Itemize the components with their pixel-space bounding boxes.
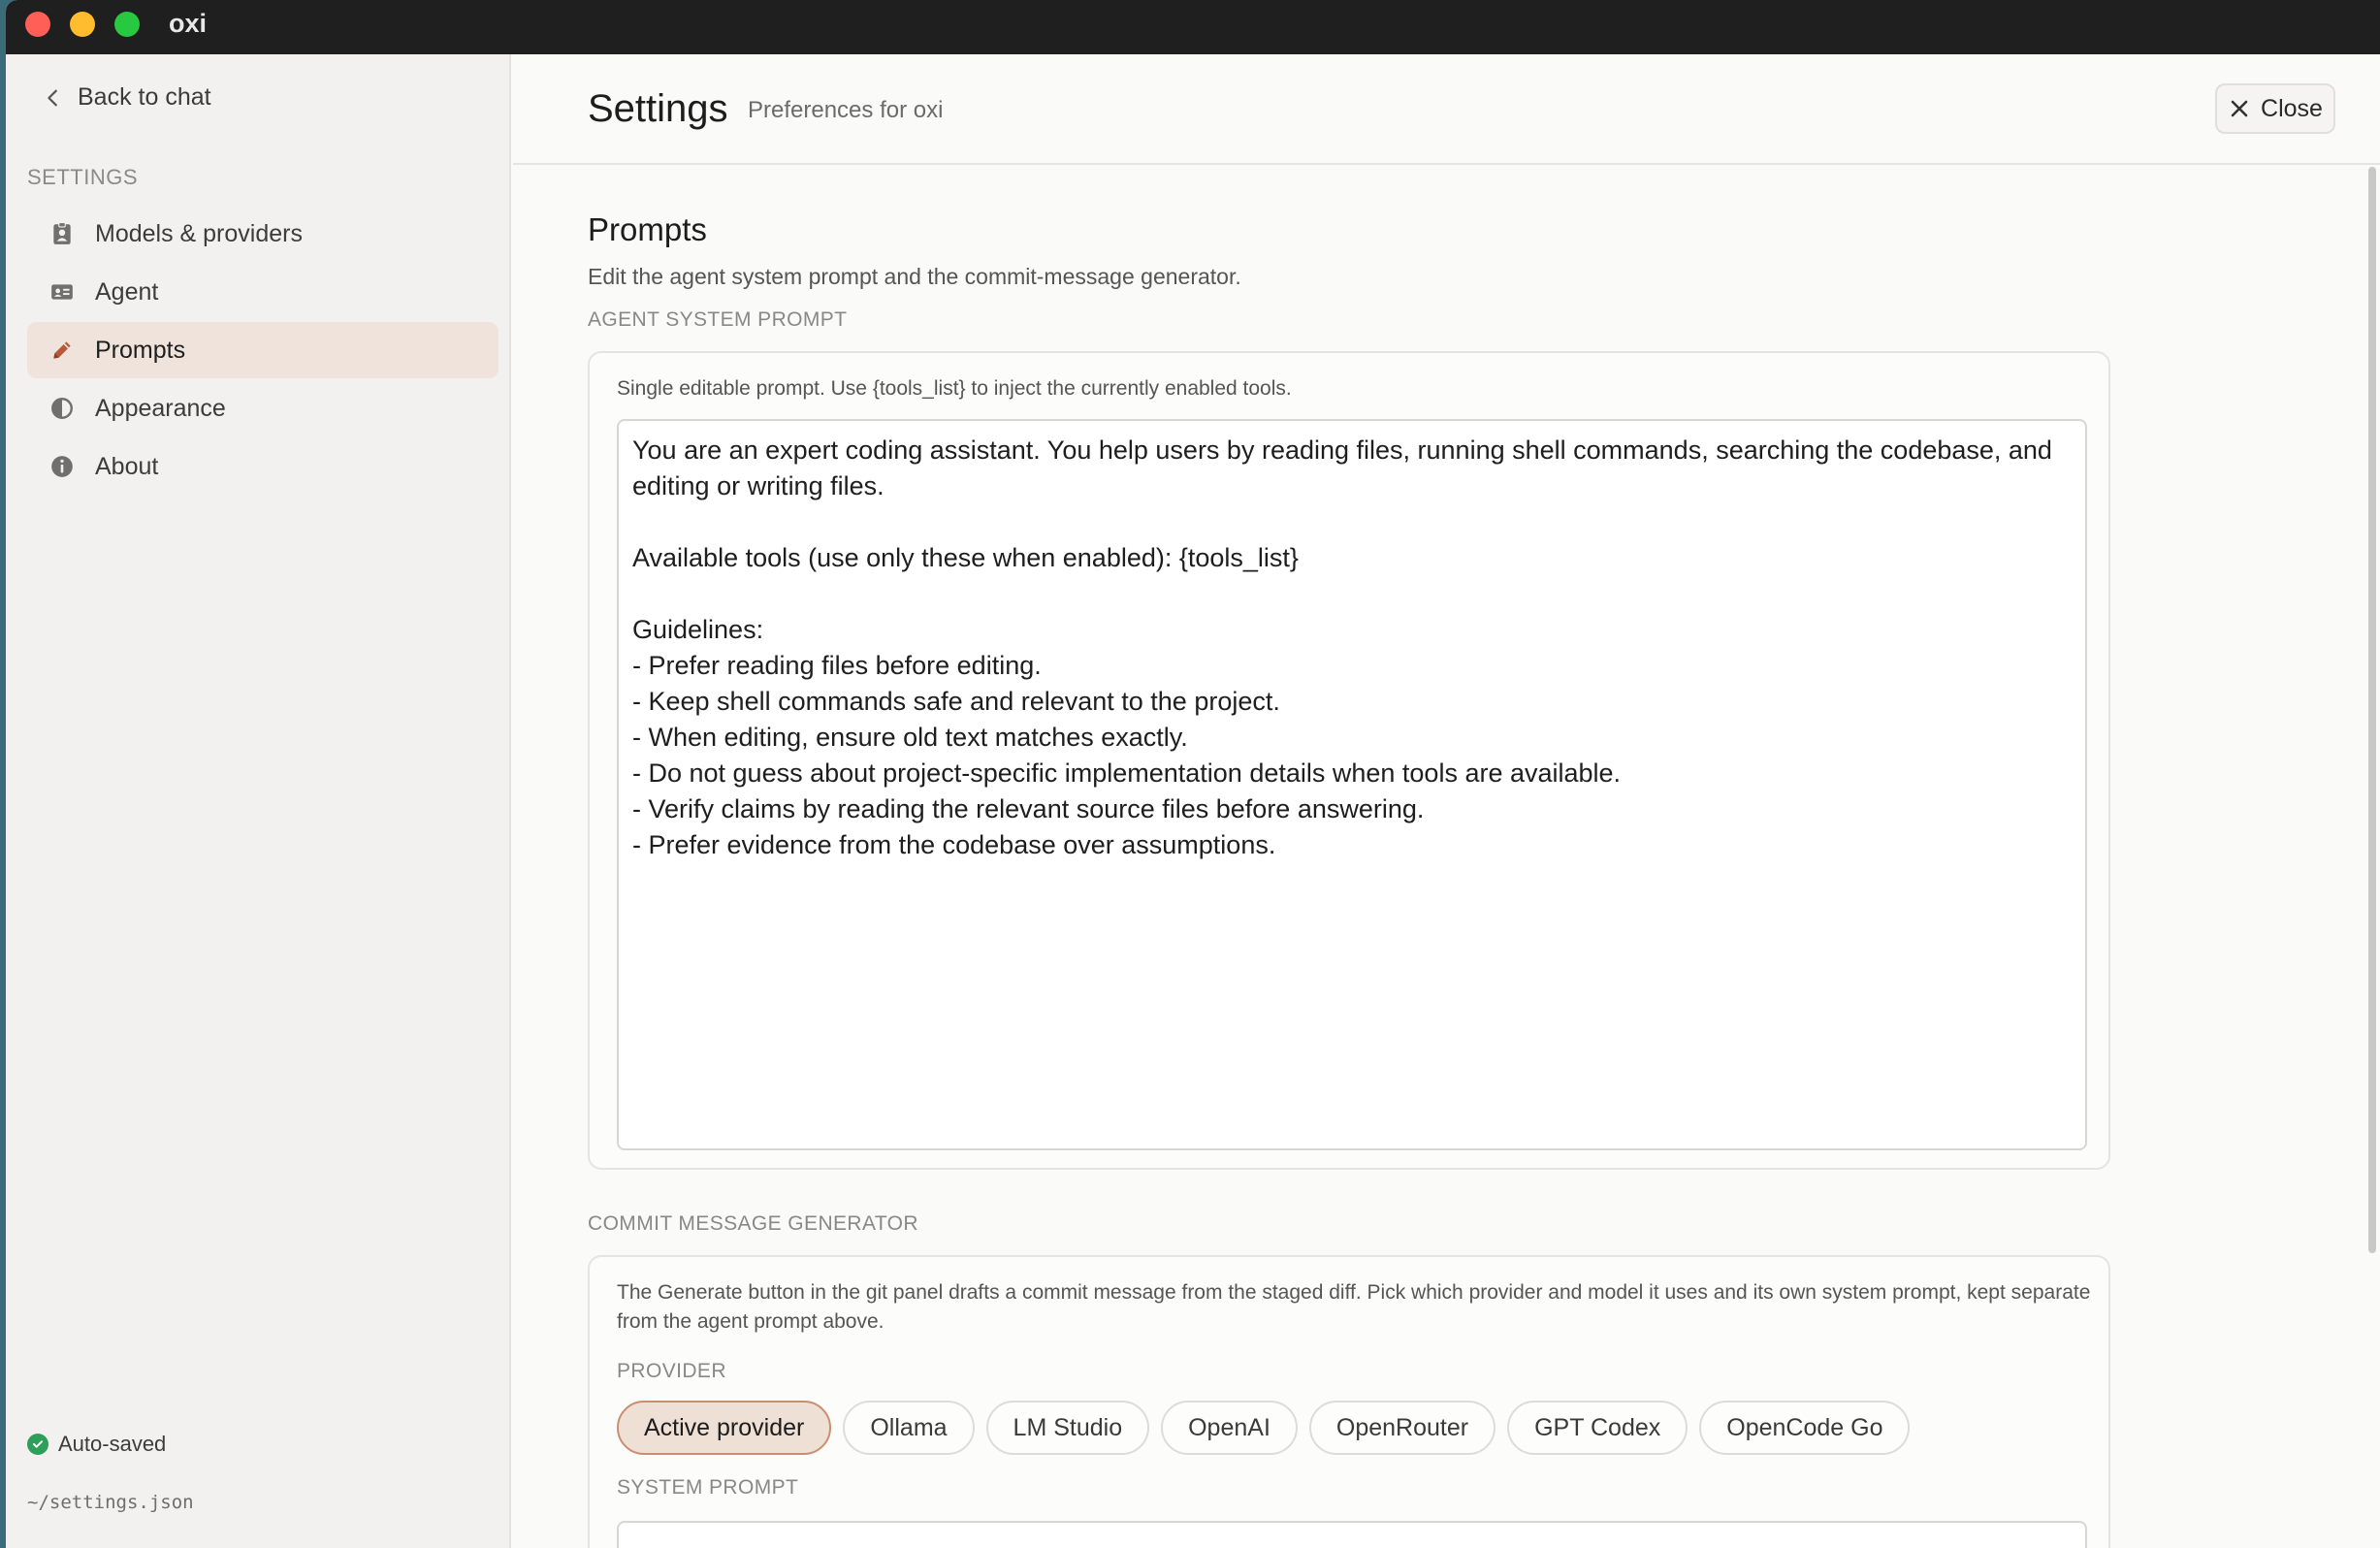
id-card-icon <box>48 278 76 306</box>
commit-generator-card <box>588 1255 2110 1548</box>
check-circle-icon <box>27 1434 48 1455</box>
commit-generator-caption: COMMIT MESSAGE GENERATOR <box>588 1212 918 1235</box>
sidebar-item-label: Models & providers <box>95 219 303 247</box>
back-to-chat-label: Back to chat <box>78 83 211 111</box>
sidebar-item-label: Agent <box>95 277 159 306</box>
minimize-window-button[interactable] <box>70 12 95 37</box>
close-label: Close <box>2261 94 2323 122</box>
section-description: Edit the agent system prompt and the commit-message generator. <box>588 264 1241 289</box>
scrollbar[interactable] <box>2368 167 2376 1253</box>
app-window <box>6 0 2380 1548</box>
sidebar-item-models-providers[interactable] <box>27 206 499 262</box>
settings-file-path: ~/settings.json <box>27 1492 194 1513</box>
main-header <box>513 54 2380 165</box>
back-to-chat-button[interactable] <box>43 83 211 112</box>
window-title: oxi <box>169 9 208 38</box>
chevron-left-icon <box>43 87 64 109</box>
autosave-label: Auto-saved <box>58 1432 167 1456</box>
sidebar-item-label: Prompts <box>95 336 186 364</box>
sidebar-item-label: Appearance <box>95 394 226 422</box>
sidebar <box>6 54 511 1548</box>
close-icon <box>2228 97 2251 120</box>
sidebar-item-label: About <box>95 452 159 480</box>
provider-selector <box>617 1401 1910 1455</box>
contrast-icon <box>48 395 76 422</box>
provider-chip-gpt-codex[interactable]: GPT Codex <box>1507 1401 1688 1455</box>
title-bar <box>6 0 2380 54</box>
page-subtitle: Preferences for oxi <box>748 97 944 123</box>
sidebar-nav <box>27 206 499 497</box>
autosave-status <box>27 1432 166 1457</box>
info-icon <box>48 453 76 480</box>
pencil-icon <box>48 337 76 364</box>
provider-caption: PROVIDER <box>617 1360 726 1382</box>
zoom-window-button[interactable] <box>114 12 140 37</box>
commit-system-prompt-textarea[interactable] <box>617 1521 2087 1548</box>
sidebar-item-agent[interactable] <box>27 264 499 320</box>
provider-chip-ollama[interactable]: Ollama <box>843 1401 974 1455</box>
sidebar-item-about[interactable] <box>27 438 499 495</box>
provider-chip-active-provider[interactable]: Active provider <box>617 1401 831 1455</box>
provider-chip-opencode-go[interactable]: OpenCode Go <box>1699 1401 1910 1455</box>
agent-prompt-hint: Single editable prompt. Use {tools_list} to inject the currently enabled tools. <box>617 377 1292 400</box>
provider-chip-openai[interactable]: OpenAI <box>1161 1401 1298 1455</box>
agent-system-prompt-textarea[interactable]: You are an expert coding assistant. You help users by reading files, running shell commands, searching the codebase, and editing or writing files. Available tools (use only these when enabled): {tools_list} Guidelines: - Prefer reading files before editing. - Keep shell commands safe and relevant to the project. - When editing, ensure old text matches exactly. - Do not guess about project-specific implementation details when tools are available. - Verify claims by reading the relevant source files before answering. - Prefer evidence from the codebase over assumptions. <box>617 419 2087 1150</box>
close-window-button[interactable] <box>25 12 50 37</box>
agent-prompt-caption: AGENT SYSTEM PROMPT <box>588 308 848 331</box>
commit-generator-hint: The Generate button in the git panel drafts a commit message from the staged diff. Pick which provider and model it uses and its own system prompt, kept separate from the agent prompt above. <box>617 1281 2091 1333</box>
section-title: Prompts <box>588 211 707 247</box>
page-title: Settings <box>588 87 728 130</box>
provider-chip-lm-studio[interactable]: LM Studio <box>986 1401 1150 1455</box>
agent-prompt-card <box>588 351 2110 1170</box>
system-prompt-caption: SYSTEM PROMPT <box>617 1476 799 1499</box>
sidebar-item-appearance[interactable] <box>27 380 499 436</box>
sidebar-item-prompts[interactable] <box>27 322 499 378</box>
provider-chip-openrouter[interactable]: OpenRouter <box>1309 1401 1496 1455</box>
clipboard-user-icon <box>48 220 76 247</box>
close-button[interactable] <box>2215 83 2335 134</box>
main-panel <box>513 54 2380 1548</box>
sidebar-section-label: SETTINGS <box>27 165 139 189</box>
